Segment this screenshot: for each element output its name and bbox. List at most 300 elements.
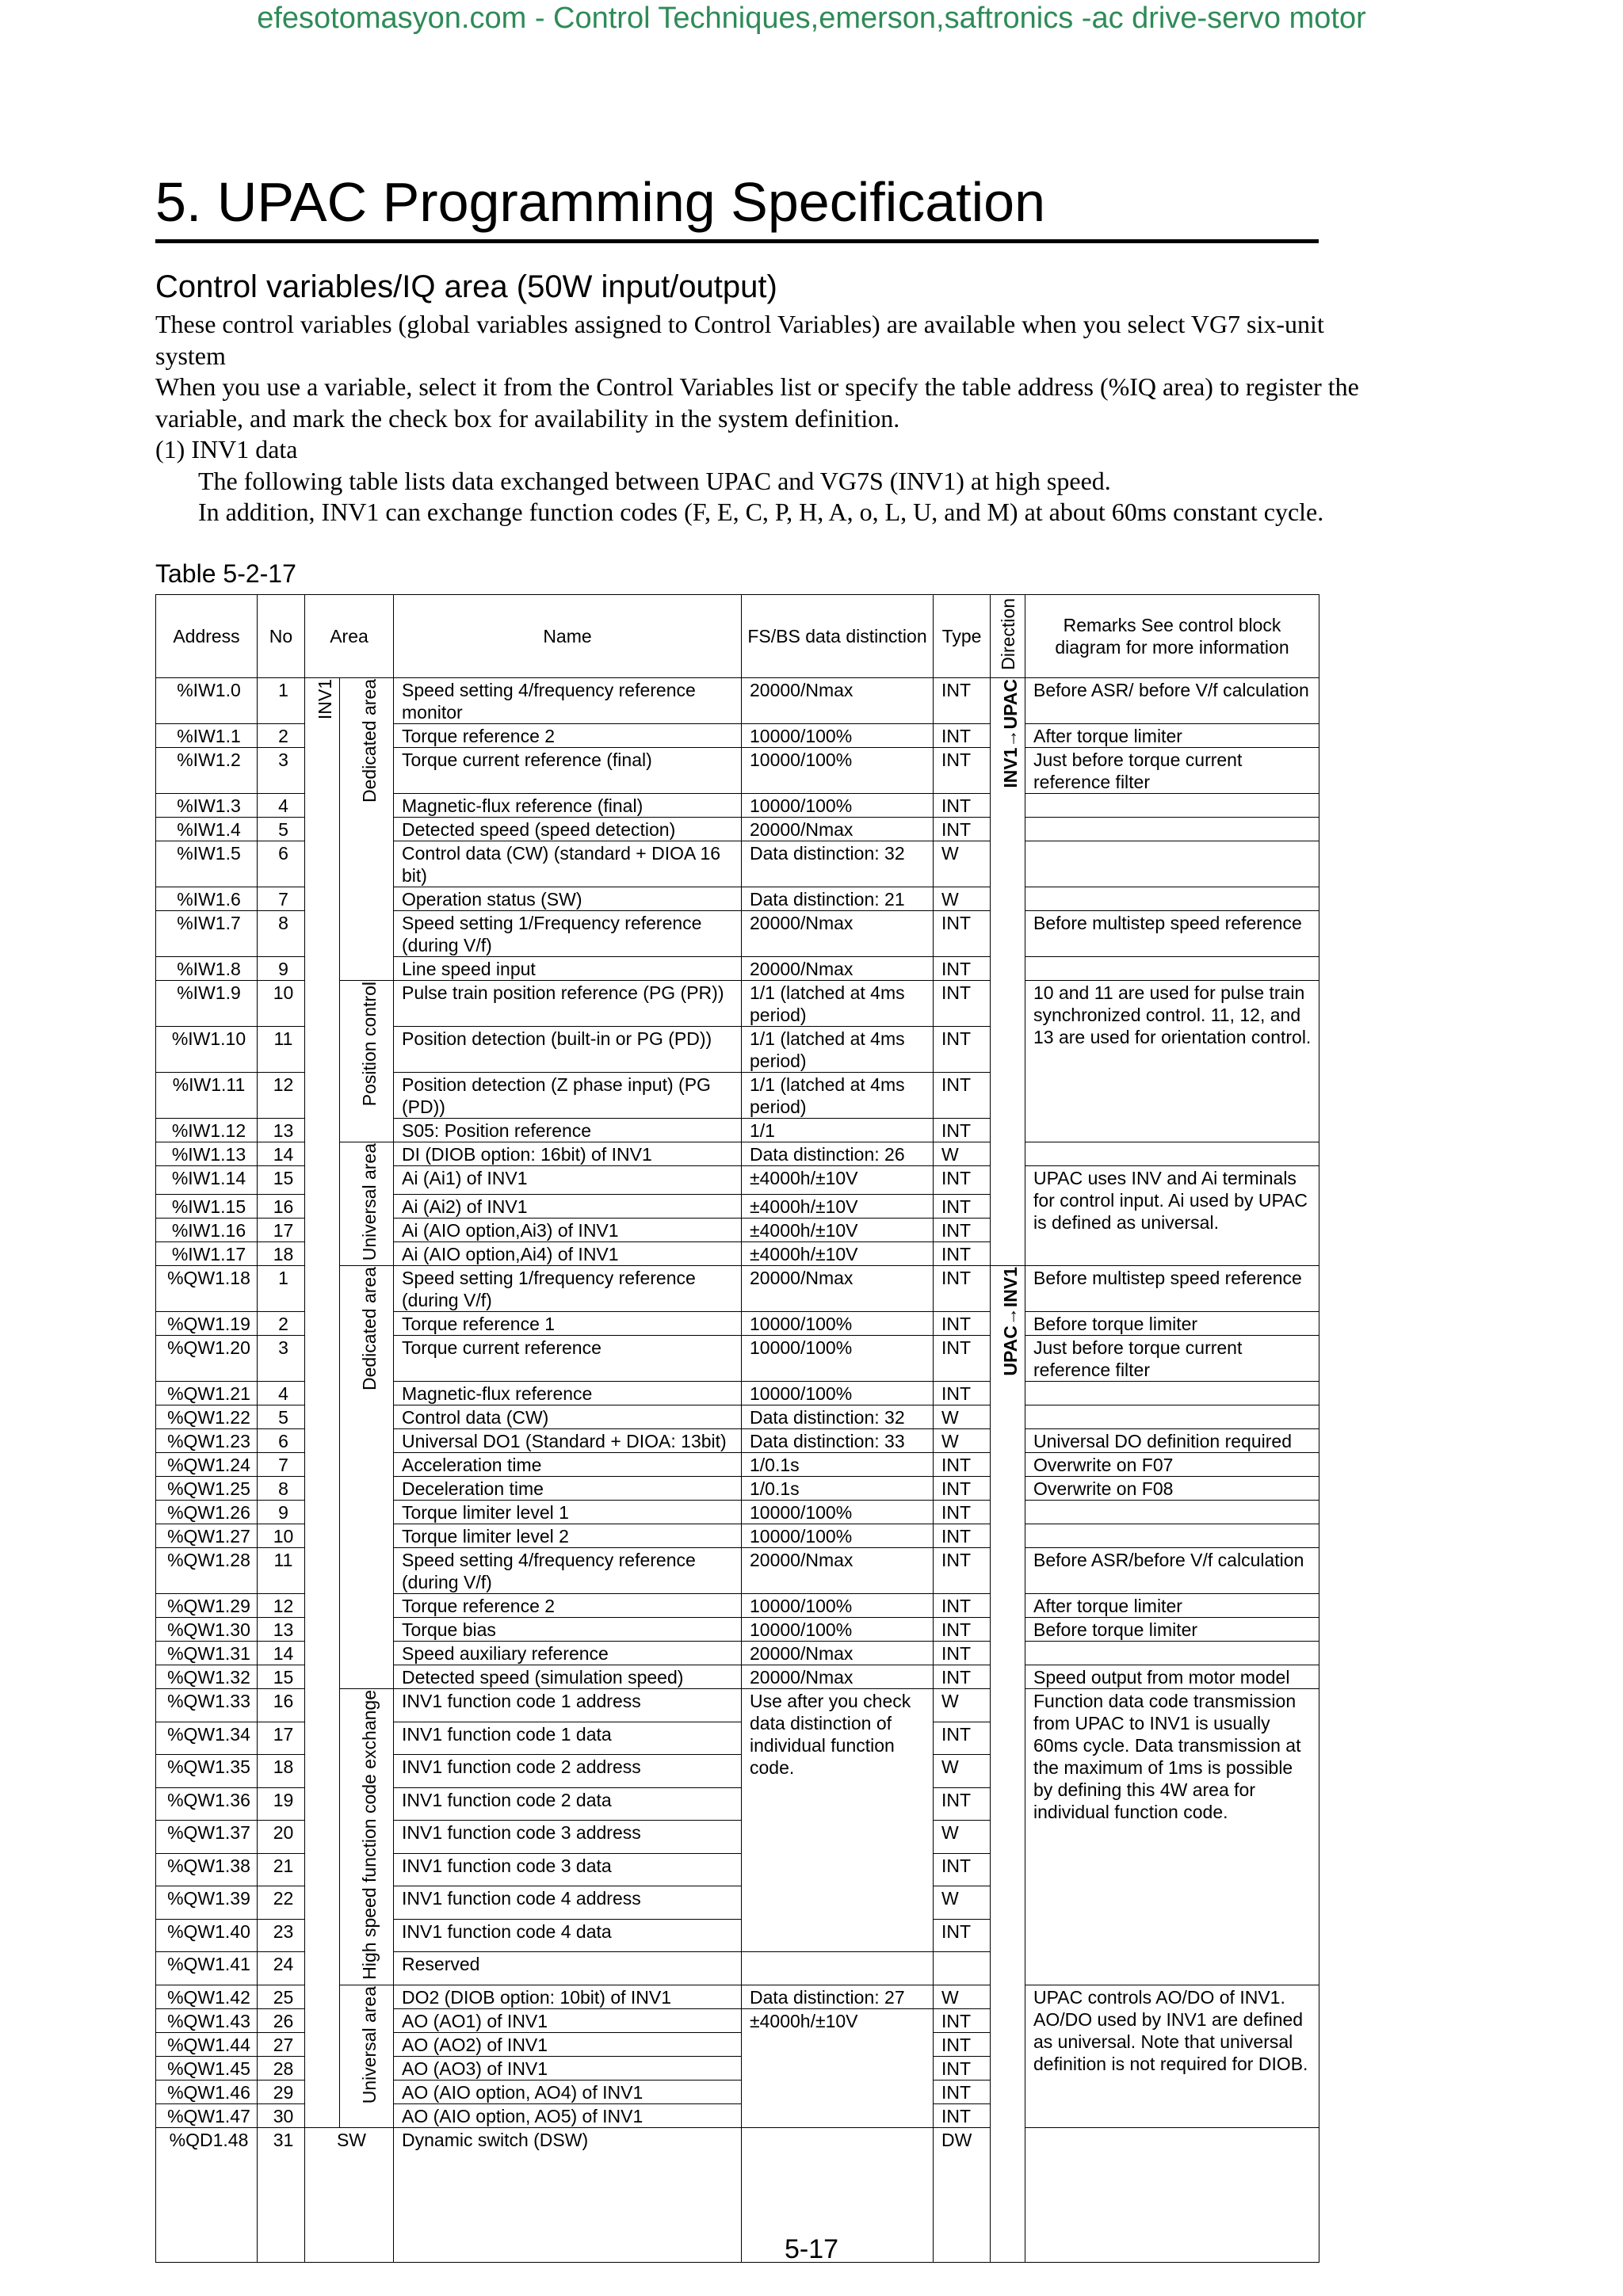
address-cell: %QW1.41 xyxy=(156,1952,258,1985)
address-cell: %QW1.26 xyxy=(156,1501,258,1524)
area-group xyxy=(340,1142,394,1266)
name-cell: Speed setting 1/Frequency reference (during V/f) xyxy=(394,911,742,957)
address-cell: %IW1.0 xyxy=(156,678,258,724)
name-cell: Speed setting 4/frequency reference monitor xyxy=(394,678,742,724)
paragraph: When you use a variable, select it from the Control Variables list or specify the table address (%IQ area) to register the variable, and mark the check box for availability in the system definition. xyxy=(155,372,1359,433)
type-cell: INT xyxy=(934,2081,991,2104)
type-cell: INT xyxy=(934,1919,991,1952)
table-body xyxy=(156,678,1319,2263)
direction-group-text: UPAC→INV1 xyxy=(999,1267,1021,1376)
table-row xyxy=(156,678,1319,724)
remarks-cell: Before multistep speed reference xyxy=(1025,911,1319,957)
type-cell: W xyxy=(934,1755,991,1788)
type-cell: INT xyxy=(934,2104,991,2128)
name-cell: INV1 function code 4 address xyxy=(394,1886,742,1920)
address-cell: %QW1.46 xyxy=(156,2081,258,2104)
fs-cell xyxy=(742,1952,934,1985)
address-cell: %QW1.20 xyxy=(156,1336,258,1382)
no-cell: 17 xyxy=(258,1219,305,1242)
name-cell: Control data (CW) (standard + DIOA 16 bit) xyxy=(394,841,742,887)
fs-cell: 1/1 xyxy=(742,1119,934,1142)
remarks-cell: Universal DO definition required xyxy=(1025,1429,1319,1453)
type-cell: INT xyxy=(934,911,991,957)
no-cell: 18 xyxy=(258,1242,305,1266)
type-cell: INT xyxy=(934,1119,991,1142)
header-name: Name xyxy=(394,595,742,678)
no-cell: 12 xyxy=(258,1073,305,1119)
type-cell: INT xyxy=(934,1027,991,1073)
type-cell: INT xyxy=(934,957,991,981)
address-cell: %IW1.3 xyxy=(156,794,258,818)
no-cell: 4 xyxy=(258,794,305,818)
no-cell: 27 xyxy=(258,2033,305,2057)
remarks-cell: Before multistep speed reference xyxy=(1025,1266,1319,1312)
address-cell: %QW1.47 xyxy=(156,2104,258,2128)
type-cell: INT xyxy=(934,2033,991,2057)
name-cell: Detected speed (simulation speed) xyxy=(394,1665,742,1689)
no-cell: 2 xyxy=(258,724,305,748)
area-group xyxy=(340,1689,394,1985)
no-cell: 26 xyxy=(258,2009,305,2033)
type-cell: INT xyxy=(934,1382,991,1405)
remarks-merged: 10 and 11 are used for pulse train synchronized control. 11, 12, and 13 are used for orientation control. xyxy=(1025,981,1319,1142)
no-cell: 7 xyxy=(258,1453,305,1477)
remarks-cell xyxy=(1025,841,1319,887)
address-cell: %QW1.40 xyxy=(156,1919,258,1952)
name-cell: Torque current reference xyxy=(394,1336,742,1382)
fs-cell: 10000/100% xyxy=(742,1501,934,1524)
no-cell: 16 xyxy=(258,1195,305,1219)
fs-cell: Data distinction: 27 xyxy=(742,1985,934,2009)
no-cell: 9 xyxy=(258,957,305,981)
no-cell: 6 xyxy=(258,841,305,887)
paragraph: These control variables (global variables assigned to Control Variables) are available when you select VG7 six-unit system xyxy=(155,310,1324,370)
address-cell: %IW1.9 xyxy=(156,981,258,1027)
type-cell: INT xyxy=(934,1195,991,1219)
address-cell: %IW1.14 xyxy=(156,1166,258,1195)
address-cell: %QW1.45 xyxy=(156,2057,258,2081)
remarks-cell: Before ASR/ before V/f calculation xyxy=(1025,678,1319,724)
no-cell: 28 xyxy=(258,2057,305,2081)
name-cell: AO (AO1) of INV1 xyxy=(394,2009,742,2033)
address-cell: %QW1.25 xyxy=(156,1477,258,1501)
no-cell: 31 xyxy=(258,2128,305,2263)
type-cell: INT xyxy=(934,1266,991,1312)
no-cell: 21 xyxy=(258,1853,305,1886)
name-cell: Speed setting 4/frequency reference (during V/f) xyxy=(394,1548,742,1594)
fs-cell: 20000/Nmax xyxy=(742,957,934,981)
remarks-cell: Overwrite on F07 xyxy=(1025,1453,1319,1477)
name-cell: Ai (Ai2) of INV1 xyxy=(394,1195,742,1219)
remarks-cell xyxy=(1025,1382,1319,1405)
area-group-text: Position control xyxy=(358,982,380,1107)
header-direction-text: Direction xyxy=(997,597,1018,670)
type-cell: INT xyxy=(934,1336,991,1382)
address-cell: %QW1.30 xyxy=(156,1618,258,1642)
no-cell: 16 xyxy=(258,1689,305,1722)
fs-cell: 20000/Nmax xyxy=(742,1266,934,1312)
name-cell: DI (DIOB option: 16bit) of INV1 xyxy=(394,1142,742,1166)
remarks-cell xyxy=(1025,1405,1319,1429)
name-cell: Acceleration time xyxy=(394,1453,742,1477)
no-cell: 20 xyxy=(258,1821,305,1854)
name-cell: Torque bias xyxy=(394,1618,742,1642)
address-cell: %IW1.1 xyxy=(156,724,258,748)
area-group xyxy=(340,1985,394,2128)
fs-cell: 20000/Nmax xyxy=(742,1642,934,1665)
remarks-merged: UPAC uses INV and Ai terminals for control input. Ai used by UPAC is defined as universal. xyxy=(1025,1166,1319,1266)
type-cell: INT xyxy=(934,724,991,748)
type-cell: INT xyxy=(934,1642,991,1665)
address-cell: %QW1.43 xyxy=(156,2009,258,2033)
header-fsbs: FS/BS data distinction xyxy=(742,595,934,678)
name-cell: Magnetic-flux reference (final) xyxy=(394,794,742,818)
direction-group xyxy=(991,678,1025,1266)
type-cell: INT xyxy=(934,818,991,841)
area-group xyxy=(340,1266,394,1689)
fs-cell: 20000/Nmax xyxy=(742,1548,934,1594)
no-cell: 5 xyxy=(258,818,305,841)
fs-cell: 20000/Nmax xyxy=(742,818,934,841)
address-cell: %QW1.42 xyxy=(156,1985,258,2009)
no-cell: 10 xyxy=(258,981,305,1027)
remarks-cell xyxy=(1025,794,1319,818)
address-cell: %QW1.29 xyxy=(156,1594,258,1618)
no-cell: 6 xyxy=(258,1429,305,1453)
paragraph: The following table lists data exchanged between UPAC and VG7S (INV1) at high speed. xyxy=(198,466,1111,495)
fs-cell: 20000/Nmax xyxy=(742,678,934,724)
group-inv1 xyxy=(305,678,340,2128)
remarks-cell: Before torque limiter xyxy=(1025,1312,1319,1336)
no-cell: 7 xyxy=(258,887,305,911)
no-cell: 12 xyxy=(258,1594,305,1618)
fs-cell: 1/1 (latched at 4ms period) xyxy=(742,1073,934,1119)
type-cell: INT xyxy=(934,1453,991,1477)
watermark: efesotomasyon.com - Control Techniques,emerson,saftronics -ac drive-servo motor xyxy=(257,2,1366,35)
header-address: Address xyxy=(156,595,258,678)
type-cell: W xyxy=(934,1429,991,1453)
fs-cell: 1/1 (latched at 4ms period) xyxy=(742,1027,934,1073)
type-cell: W xyxy=(934,1142,991,1166)
type-cell: W xyxy=(934,1405,991,1429)
fs-cell: 10000/100% xyxy=(742,1594,934,1618)
type-cell: INT xyxy=(934,1501,991,1524)
no-cell: 11 xyxy=(258,1548,305,1594)
fs-cell: Data distinction: 21 xyxy=(742,887,934,911)
fs-cell: 10000/100% xyxy=(742,1382,934,1405)
no-cell: 29 xyxy=(258,2081,305,2104)
name-cell: Torque reference 2 xyxy=(394,724,742,748)
type-cell: INT xyxy=(934,1242,991,1266)
area-group-text: High speed function code exchange xyxy=(358,1690,380,1981)
type-cell: INT xyxy=(934,1524,991,1548)
name-cell: INV1 function code 1 address xyxy=(394,1689,742,1722)
no-cell: 13 xyxy=(258,1119,305,1142)
address-cell: %QW1.36 xyxy=(156,1787,258,1821)
type-cell: INT xyxy=(934,678,991,724)
name-cell: Ai (AIO option,Ai4) of INV1 xyxy=(394,1242,742,1266)
type-cell: INT xyxy=(934,794,991,818)
group-inv1-text: INV1 xyxy=(314,679,335,720)
header-area: Area xyxy=(305,595,394,678)
fs-cell: 10000/100% xyxy=(742,794,934,818)
type-cell: DW xyxy=(934,2128,991,2263)
name-cell: S05: Position reference xyxy=(394,1119,742,1142)
fs-cell: ±4000h/±10V xyxy=(742,1242,934,1266)
address-cell: %IW1.11 xyxy=(156,1073,258,1119)
address-cell: %QW1.22 xyxy=(156,1405,258,1429)
address-cell: %IW1.2 xyxy=(156,748,258,794)
type-cell: INT xyxy=(934,1166,991,1195)
fs-cell: 20000/Nmax xyxy=(742,1665,934,1689)
area-sw: SW xyxy=(305,2128,394,2263)
name-cell: Detected speed (speed detection) xyxy=(394,818,742,841)
remarks-cell: After torque limiter xyxy=(1025,724,1319,748)
address-cell: %IW1.8 xyxy=(156,957,258,981)
no-cell: 14 xyxy=(258,1642,305,1665)
fs-cell: Data distinction: 26 xyxy=(742,1142,934,1166)
area-group xyxy=(340,981,394,1142)
no-cell: 19 xyxy=(258,1787,305,1821)
fs-cell: 10000/100% xyxy=(742,1312,934,1336)
fs-cell: 10000/100% xyxy=(742,724,934,748)
name-cell: INV1 function code 2 data xyxy=(394,1787,742,1821)
area-group-text: Universal area xyxy=(358,1986,380,2104)
area-group-text: Dedicated area xyxy=(358,679,380,803)
fs-cell: 10000/100% xyxy=(742,1524,934,1548)
area-group xyxy=(340,678,394,981)
no-cell: 9 xyxy=(258,1501,305,1524)
name-cell: Torque current reference (final) xyxy=(394,748,742,794)
type-cell: INT xyxy=(934,1618,991,1642)
name-cell: Torque reference 2 xyxy=(394,1594,742,1618)
fs-cell: 10000/100% xyxy=(742,748,934,794)
no-cell: 11 xyxy=(258,1027,305,1073)
body-text xyxy=(155,309,1360,528)
type-cell: W xyxy=(934,1689,991,1722)
name-cell: Reserved xyxy=(394,1952,742,1985)
name-cell: Torque reference 1 xyxy=(394,1312,742,1336)
no-cell: 25 xyxy=(258,1985,305,2009)
remarks-cell: Speed output from motor model xyxy=(1025,1665,1319,1689)
name-cell: Position detection (built-in or PG (PD)) xyxy=(394,1027,742,1073)
fs-merged: Use after you check data distinction of individual function code. xyxy=(742,1689,934,1952)
name-cell: Deceleration time xyxy=(394,1477,742,1501)
remarks-cell xyxy=(1025,1524,1319,1548)
no-cell: 23 xyxy=(258,1919,305,1952)
name-cell: Ai (Ai1) of INV1 xyxy=(394,1166,742,1195)
no-cell: 14 xyxy=(258,1142,305,1166)
spec-table xyxy=(155,594,1319,2263)
name-cell: Operation status (SW) xyxy=(394,887,742,911)
header-direction xyxy=(991,595,1025,678)
remarks-merged: Function data code transmission from UPAC to INV1 is usually 60ms cycle. Data transmission at the maximum of 1ms is possible by defining this 4W area for individual function code. xyxy=(1025,1689,1319,1985)
remarks-cell: Just before torque current reference filter xyxy=(1025,1336,1319,1382)
no-cell: 15 xyxy=(258,1166,305,1195)
fs-cell: ±4000h/±10V xyxy=(742,2009,934,2128)
address-cell: %QW1.31 xyxy=(156,1642,258,1665)
address-cell: %IW1.7 xyxy=(156,911,258,957)
name-cell: Speed auxiliary reference xyxy=(394,1642,742,1665)
name-cell: AO (AIO option, AO5) of INV1 xyxy=(394,2104,742,2128)
fs-cell: Data distinction: 32 xyxy=(742,1405,934,1429)
address-cell: %QW1.19 xyxy=(156,1312,258,1336)
fs-cell: ±4000h/±10V xyxy=(742,1166,934,1195)
name-cell: AO (AIO option, AO4) of INV1 xyxy=(394,2081,742,2104)
name-cell: INV1 function code 1 data xyxy=(394,1722,742,1755)
remarks-cell xyxy=(1025,1642,1319,1665)
address-cell: %QW1.33 xyxy=(156,1689,258,1722)
no-cell: 3 xyxy=(258,748,305,794)
no-cell: 4 xyxy=(258,1382,305,1405)
direction-group-text: INV1→UPAC xyxy=(999,679,1021,788)
header-no: No xyxy=(258,595,305,678)
name-cell: INV1 function code 2 address xyxy=(394,1755,742,1788)
address-cell: %IW1.15 xyxy=(156,1195,258,1219)
name-cell: INV1 function code 3 data xyxy=(394,1853,742,1886)
address-cell: %QW1.32 xyxy=(156,1665,258,1689)
remarks-cell xyxy=(1025,1501,1319,1524)
address-cell: %QW1.27 xyxy=(156,1524,258,1548)
address-cell: %IW1.6 xyxy=(156,887,258,911)
address-cell: %QD1.48 xyxy=(156,2128,258,2263)
address-cell: %IW1.16 xyxy=(156,1219,258,1242)
fs-cell: Data distinction: 32 xyxy=(742,841,934,887)
no-cell: 22 xyxy=(258,1886,305,1920)
fs-cell: 20000/Nmax xyxy=(742,911,934,957)
name-cell: AO (AO3) of INV1 xyxy=(394,2057,742,2081)
fs-cell: 1/0.1s xyxy=(742,1453,934,1477)
type-cell: W xyxy=(934,1886,991,1920)
no-cell: 17 xyxy=(258,1722,305,1755)
no-cell: 15 xyxy=(258,1665,305,1689)
address-cell: %IW1.13 xyxy=(156,1142,258,1166)
type-cell: INT xyxy=(934,1073,991,1119)
address-cell: %IW1.5 xyxy=(156,841,258,887)
remarks-cell xyxy=(1025,957,1319,981)
section-title: Control variables/IQ area (50W input/output) xyxy=(155,269,777,304)
remarks-cell: Before torque limiter xyxy=(1025,1618,1319,1642)
name-cell: Position detection (Z phase input) (PG (PD)) xyxy=(394,1073,742,1119)
address-cell: %QW1.38 xyxy=(156,1853,258,1886)
address-cell: %QW1.34 xyxy=(156,1722,258,1755)
header-remarks: Remarks See control block diagram for more information xyxy=(1025,595,1319,678)
name-cell: AO (AO2) of INV1 xyxy=(394,2033,742,2057)
name-cell: INV1 function code 4 data xyxy=(394,1919,742,1952)
type-cell: INT xyxy=(934,2009,991,2033)
name-cell: Control data (CW) xyxy=(394,1405,742,1429)
paragraph: (1) INV1 data xyxy=(155,435,298,463)
name-cell: Speed setting 1/frequency reference (during V/f) xyxy=(394,1266,742,1312)
type-cell xyxy=(934,1952,991,1985)
no-cell: 24 xyxy=(258,1952,305,1985)
name-cell: Ai (AIO option,Ai3) of INV1 xyxy=(394,1219,742,1242)
address-cell: %QW1.18 xyxy=(156,1266,258,1312)
name-cell: Universal DO1 (Standard + DIOA: 13bit) xyxy=(394,1429,742,1453)
paragraph: In addition, INV1 can exchange function codes (F, E, C, P, H, A, o, L, U, and M) at about 60ms constant cycle. xyxy=(198,498,1324,526)
fs-cell: 10000/100% xyxy=(742,1618,934,1642)
no-cell: 1 xyxy=(258,678,305,724)
type-cell: W xyxy=(934,1985,991,2009)
address-cell: %IW1.17 xyxy=(156,1242,258,1266)
address-cell: %IW1.12 xyxy=(156,1119,258,1142)
address-cell: %QW1.44 xyxy=(156,2033,258,2057)
name-cell: Dynamic switch (DSW) xyxy=(394,2128,742,2263)
address-cell: %IW1.10 xyxy=(156,1027,258,1073)
type-cell: INT xyxy=(934,1219,991,1242)
type-cell: INT xyxy=(934,2057,991,2081)
fs-cell: ±4000h/±10V xyxy=(742,1219,934,1242)
no-cell: 13 xyxy=(258,1618,305,1642)
type-cell: INT xyxy=(934,1787,991,1821)
no-cell: 18 xyxy=(258,1755,305,1788)
no-cell: 1 xyxy=(258,1266,305,1312)
chapter-title: 5. UPAC Programming Specification xyxy=(155,168,1319,243)
area-group-text: Dedicated area xyxy=(358,1267,380,1391)
header-type: Type xyxy=(934,595,991,678)
no-cell: 8 xyxy=(258,1477,305,1501)
no-cell: 10 xyxy=(258,1524,305,1548)
remarks-cell: After torque limiter xyxy=(1025,1594,1319,1618)
fs-cell: 1/1 (latched at 4ms period) xyxy=(742,981,934,1027)
remarks-cell xyxy=(1025,1142,1319,1166)
type-cell: INT xyxy=(934,981,991,1027)
name-cell: Pulse train position reference (PG (PR)) xyxy=(394,981,742,1027)
type-cell: INT xyxy=(934,1477,991,1501)
address-cell: %IW1.4 xyxy=(156,818,258,841)
fs-cell: 1/0.1s xyxy=(742,1477,934,1501)
type-cell: INT xyxy=(934,1853,991,1886)
name-cell: Line speed input xyxy=(394,957,742,981)
name-cell: Torque limiter level 2 xyxy=(394,1524,742,1548)
address-cell: %QW1.23 xyxy=(156,1429,258,1453)
type-cell: INT xyxy=(934,1722,991,1755)
remarks-cell xyxy=(1025,818,1319,841)
address-cell: %QW1.24 xyxy=(156,1453,258,1477)
fs-cell: Data distinction: 33 xyxy=(742,1429,934,1453)
name-cell: INV1 function code 3 address xyxy=(394,1821,742,1854)
remarks-merged: UPAC controls AO/DO of INV1. AO/DO used by INV1 are defined as universal. Note that universal definition is not required for DIOB. xyxy=(1025,1985,1319,2128)
fs-cell: ±4000h/±10V xyxy=(742,1195,934,1219)
type-cell: INT xyxy=(934,1665,991,1689)
remarks-cell xyxy=(1025,887,1319,911)
no-cell: 2 xyxy=(258,1312,305,1336)
direction-group xyxy=(991,1266,1025,2263)
type-cell: W xyxy=(934,841,991,887)
address-cell: %QW1.28 xyxy=(156,1548,258,1594)
table-caption: Table 5-2-17 xyxy=(155,559,296,588)
no-cell: 5 xyxy=(258,1405,305,1429)
no-cell: 3 xyxy=(258,1336,305,1382)
type-cell: W xyxy=(934,887,991,911)
address-cell: %QW1.21 xyxy=(156,1382,258,1405)
no-cell: 8 xyxy=(258,911,305,957)
name-cell: Torque limiter level 1 xyxy=(394,1501,742,1524)
remarks-cell: Just before torque current reference filter xyxy=(1025,748,1319,794)
type-cell: INT xyxy=(934,1312,991,1336)
type-cell: W xyxy=(934,1821,991,1854)
name-cell: Magnetic-flux reference xyxy=(394,1382,742,1405)
type-cell: INT xyxy=(934,748,991,794)
address-cell: %QW1.37 xyxy=(156,1821,258,1854)
remarks-cell: Overwrite on F08 xyxy=(1025,1477,1319,1501)
name-cell: DO2 (DIOB option: 10bit) of INV1 xyxy=(394,1985,742,2009)
type-cell: INT xyxy=(934,1548,991,1594)
type-cell: INT xyxy=(934,1594,991,1618)
address-cell: %QW1.35 xyxy=(156,1755,258,1788)
fs-cell: 10000/100% xyxy=(742,1336,934,1382)
remarks-cell: Before ASR/before V/f calculation xyxy=(1025,1548,1319,1594)
